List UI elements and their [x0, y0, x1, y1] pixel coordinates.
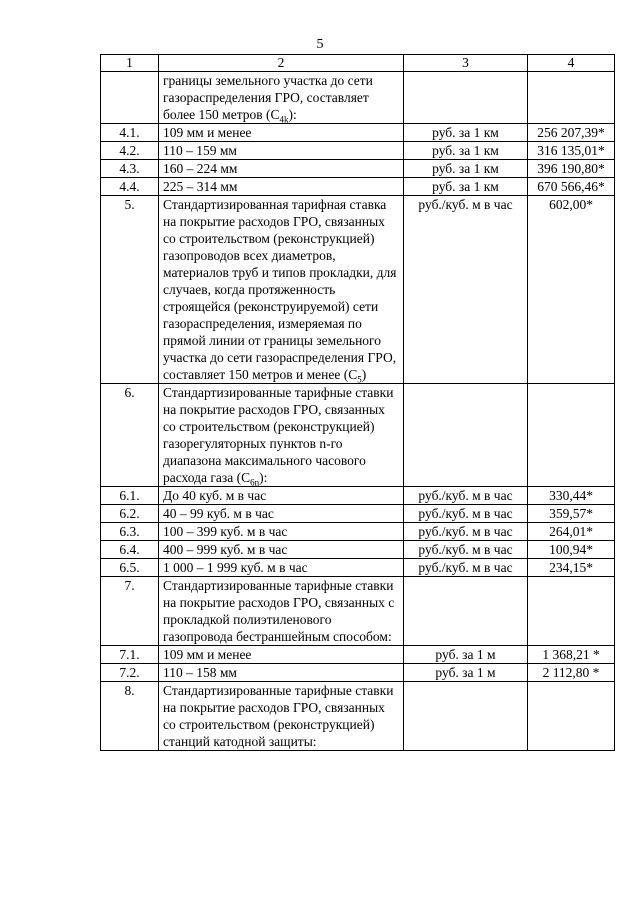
description-subscript: 6n	[250, 477, 260, 488]
row-unit: руб. за 1 км	[404, 142, 528, 160]
row-number: 7.2.	[101, 664, 159, 682]
column-header: 3	[404, 55, 528, 72]
row-unit	[404, 384, 528, 487]
row-number: 6.4.	[101, 541, 159, 559]
row-unit: руб. за 1 км	[404, 124, 528, 142]
description-suffix: )	[361, 367, 367, 382]
table-row	[101, 559, 615, 577]
row-unit: руб./куб. м в час	[404, 196, 528, 384]
description-text: Стандартизированные тарифные ставки на покрытие расходов ГРО, связанных со строительством (реконструкцией) газорегуляторных пунктов n-го диапазона максимального часового расхода газа (С	[163, 385, 394, 485]
row-unit: руб./куб. м в час	[404, 487, 528, 505]
row-value: 316 135,01*	[528, 142, 615, 160]
table-row	[101, 577, 615, 646]
row-value: 359,57*	[528, 505, 615, 523]
description-text: границы земельного участка до сети газораспределения ГРО, составляет более 150 метров (С	[163, 73, 373, 122]
row-unit: руб./куб. м в час	[404, 541, 528, 559]
table-row	[101, 664, 615, 682]
row-value: 2 112,80 *	[528, 664, 615, 682]
row-description	[159, 384, 404, 487]
table-body	[101, 72, 615, 751]
row-number: 4.1.	[101, 124, 159, 142]
row-description	[159, 124, 404, 142]
row-description	[159, 142, 404, 160]
table-row	[101, 124, 615, 142]
column-header: 2	[159, 55, 404, 72]
row-unit	[404, 72, 528, 124]
row-description	[159, 664, 404, 682]
tariff-table	[100, 54, 615, 751]
row-description	[159, 541, 404, 559]
description-text: 109 мм и менее	[163, 647, 252, 662]
row-description	[159, 523, 404, 541]
description-text: До 40 куб. м в час	[163, 488, 267, 503]
row-value: 256 207,39*	[528, 124, 615, 142]
row-description	[159, 682, 404, 751]
row-value: 670 566,46*	[528, 178, 615, 196]
row-unit: руб./куб. м в час	[404, 523, 528, 541]
row-description	[159, 646, 404, 664]
table-row	[101, 142, 615, 160]
row-unit: руб. за 1 км	[404, 178, 528, 196]
row-value	[528, 577, 615, 646]
row-unit	[404, 577, 528, 646]
row-value	[528, 72, 615, 124]
table-row	[101, 487, 615, 505]
table-row	[101, 505, 615, 523]
row-number: 7.1.	[101, 646, 159, 664]
description-subscript: 5	[357, 374, 362, 385]
table-row	[101, 72, 615, 124]
table-row	[101, 541, 615, 559]
page-number: 5	[316, 37, 324, 52]
description-suffix: ):	[288, 107, 297, 122]
description-text: 110 – 159 мм	[163, 143, 237, 158]
row-number: 4.4.	[101, 178, 159, 196]
description-text: Стандартизированные тарифные ставки на покрытие расходов ГРО, связанных с прокладкой полиэтиленового газопровода бестраншейным способом:	[163, 578, 395, 644]
row-number: 6.5.	[101, 559, 159, 577]
row-value	[528, 384, 615, 487]
description-text: 160 – 224 мм	[163, 161, 238, 176]
row-number: 6.1.	[101, 487, 159, 505]
row-number: 6.2.	[101, 505, 159, 523]
row-number	[101, 72, 159, 124]
row-value: 396 190,80*	[528, 160, 615, 178]
description-text: 40 – 99 куб. м в час	[163, 506, 274, 521]
row-number: 5.	[101, 196, 159, 384]
description-suffix: ):	[259, 470, 268, 485]
description-text: 225 – 314 мм	[163, 179, 238, 194]
description-text: Стандартизированная тарифная ставка на покрытие расходов ГРО, связанных со строительством (реконструкцией) газопроводов всех диаметров, материалов труб и типов прокладки, для случаев, когда протяженность строящейся (реконструируемой) сети газораспределения, измеряемая по прямой линии от границы земельного участка до сети газораспределения ГРО, составляет 150 метров и менее (С	[163, 197, 397, 382]
row-value: 330,44*	[528, 487, 615, 505]
row-description	[159, 487, 404, 505]
table-row	[101, 682, 615, 751]
row-unit	[404, 682, 528, 751]
description-text: 100 – 399 куб. м в час	[163, 524, 288, 539]
table-row	[101, 646, 615, 664]
row-unit: руб./куб. м в час	[404, 505, 528, 523]
row-value: 100,94*	[528, 541, 615, 559]
row-description	[159, 577, 404, 646]
row-unit: руб. за 1 м	[404, 664, 528, 682]
column-header: 1	[101, 55, 159, 72]
row-description	[159, 559, 404, 577]
row-number: 7.	[101, 577, 159, 646]
row-description	[159, 196, 404, 384]
table-header-row	[101, 55, 615, 72]
row-value: 602,00*	[528, 196, 615, 384]
description-text: 109 мм и менее	[163, 125, 252, 140]
row-unit: руб. за 1 км	[404, 160, 528, 178]
table-row	[101, 384, 615, 487]
description-text: 400 – 999 куб. м в час	[163, 542, 288, 557]
row-description	[159, 505, 404, 523]
table-row	[101, 178, 615, 196]
row-number: 4.2.	[101, 142, 159, 160]
table-row	[101, 160, 615, 178]
table-row	[101, 196, 615, 384]
row-unit: руб./куб. м в час	[404, 559, 528, 577]
row-number: 6.	[101, 384, 159, 487]
row-value	[528, 682, 615, 751]
row-description	[159, 160, 404, 178]
row-unit: руб. за 1 м	[404, 646, 528, 664]
row-number: 6.3.	[101, 523, 159, 541]
description-text: Стандартизированные тарифные ставки на покрытие расходов ГРО, связанных со строительством (реконструкцией) станций катодной защиты:	[163, 683, 394, 749]
description-subscript: 4k	[279, 114, 289, 125]
description-text: 1 000 – 1 999 куб. м в час	[163, 560, 308, 575]
table-row	[101, 523, 615, 541]
row-description	[159, 72, 404, 124]
column-header: 4	[528, 55, 615, 72]
row-description	[159, 178, 404, 196]
row-number: 4.3.	[101, 160, 159, 178]
row-value: 264,01*	[528, 523, 615, 541]
row-value: 1 368,21 *	[528, 646, 615, 664]
description-text: 110 – 158 мм	[163, 665, 237, 680]
row-value: 234,15*	[528, 559, 615, 577]
row-number: 8.	[101, 682, 159, 751]
